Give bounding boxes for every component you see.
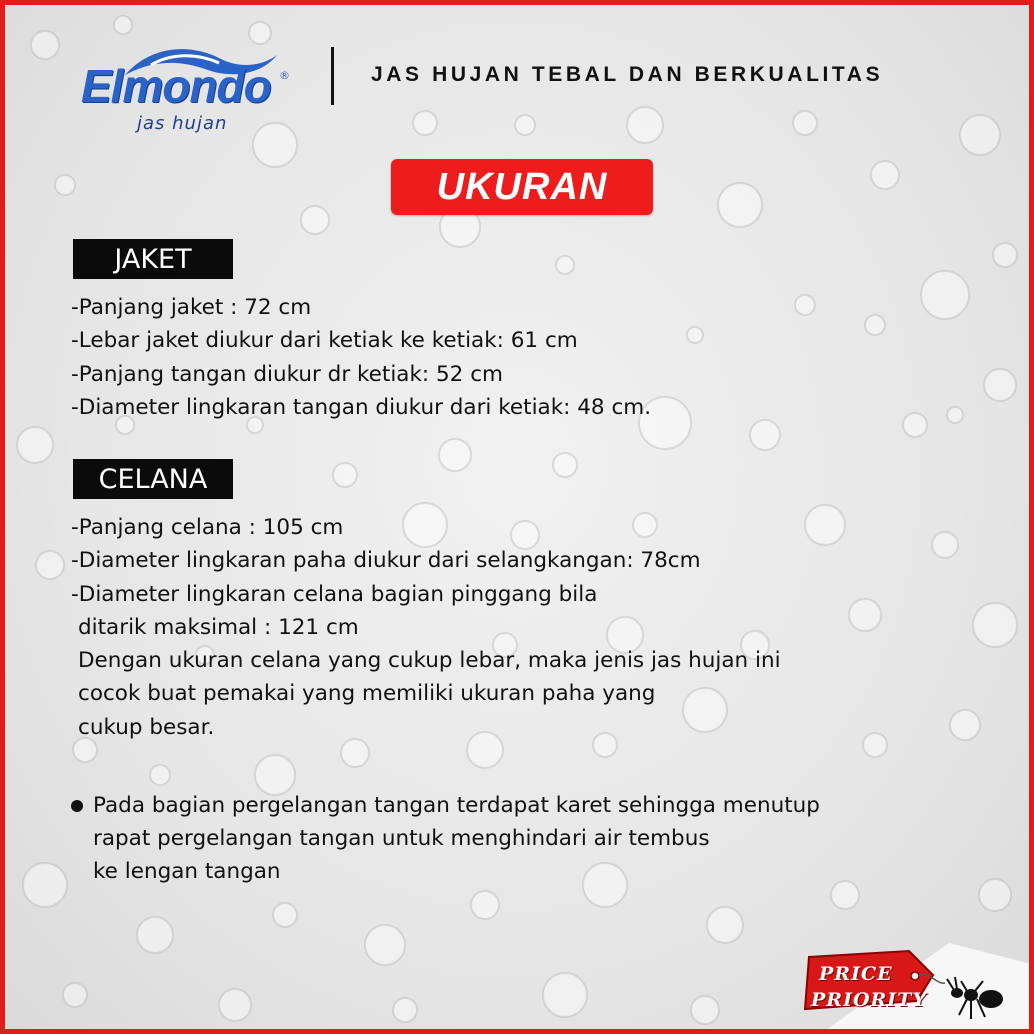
- spec-line: -Diameter lingkaran paha diukur dari selangkangan: 78cm: [71, 548, 701, 574]
- bullet-icon: [71, 800, 83, 812]
- note-line: rapat pergelangan tangan untuk menghindari air tembus: [93, 826, 710, 851]
- spec-line: cukup besar.: [78, 714, 215, 740]
- celana-section-label: CELANA: [73, 459, 233, 499]
- spec-line: -Lebar jaket diukur dari ketiak ke ketiak: 61 cm: [71, 328, 578, 354]
- registered-mark: ®: [279, 69, 290, 82]
- page-title: UKURAN: [436, 165, 608, 208]
- celana-spec-list: [71, 511, 781, 744]
- spec-line: -Diameter lingkaran celana bagian pinggang bila: [71, 581, 598, 607]
- header-divider: [331, 47, 334, 105]
- spec-line: -Panjang celana : 105 cm: [71, 515, 344, 540]
- note-line: Pada bagian pergelangan tangan terdapat karet sehingga menutup: [93, 793, 820, 818]
- spec-line: -Panjang tangan diukur dr ketiak: 52 cm: [71, 361, 503, 387]
- logo-wordmark: Elmondo: [81, 60, 271, 112]
- spec-line: ditarik maksimal : 121 cm: [78, 614, 359, 640]
- note-text: [93, 789, 820, 888]
- note-line: ke lengan tangan: [93, 859, 281, 884]
- brand-tagline: JAS HUJAN TEBAL DAN BERKUALITAS: [371, 63, 884, 86]
- spec-line: -Panjang jaket : 72 cm: [71, 295, 312, 320]
- title-badge: [391, 159, 653, 215]
- spec-line: -Diameter lingkaran tangan diukur dari ketiak: 48 cm.: [71, 394, 652, 420]
- brand-logo: [81, 41, 301, 141]
- price-badge-line1: PRICE: [819, 963, 893, 985]
- spec-line: cocok buat pemakai yang memiliki ukuran paha yang: [78, 681, 656, 707]
- spec-line: Dengan ukuran celana yang cukup lebar, maka jenis jas hujan ini: [78, 648, 781, 674]
- jaket-section-label: JAKET: [73, 239, 233, 279]
- price-badge-line2: PRIORITY: [811, 989, 927, 1011]
- logo-subtitle: jas hujan: [137, 113, 228, 134]
- jaket-spec-list: [71, 291, 651, 424]
